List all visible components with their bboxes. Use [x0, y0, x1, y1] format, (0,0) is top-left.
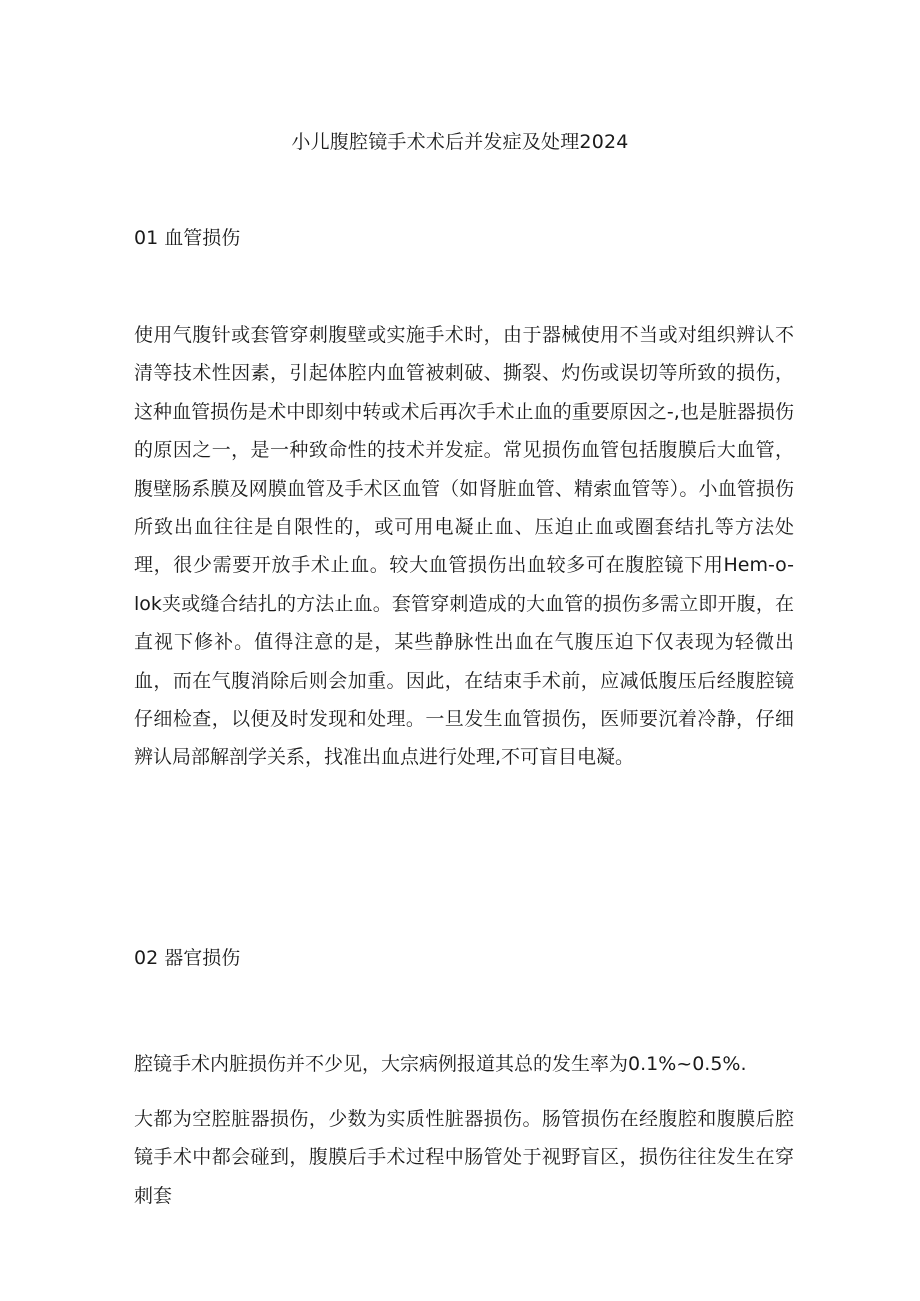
section-heading-vascular-injury: 01 血管损伤 — [134, 227, 241, 249]
paragraph-organ-injury-rate: 腔镜手术内脏损伤并不少见，大宗病例报道其总的发生率为0.1%~0.5%. — [134, 1053, 747, 1075]
paragraph-vascular-injury: 使用气腹针或套管穿刺腹壁或实施手术时，由于器械使用不当或对组织辨认不清等技术性因素，引起体腔内血管被刺破、撕裂、灼伤或误切等所致的损伤，这种血管损伤是术中即刻中转或术后再次手术止血的重要原因之-,也是脏器损伤的原因之一，是一种致命性的技术并发症。常见损伤血管包括腹膜后大血管，腹壁肠系膜及网膜血管及手术区血管（如肾脏血管、精索血管等）。小血管损伤所致出血往往是自限性的，或可用电凝止血、压迫止血或圈套结扎等方法处理，很少需要开放手术止血。较大血管损伤出血较多可在腹腔镜下用Hem-o-lok夹或缝合结扎的方法止血。套管穿刺造成的大血管的损伤多需立即开腹，在直视下修补。值得注意的是，某些静脉性出血在气腹压迫下仅表现为轻微出血，而在气腹消除后则会加重。因此，在结束手术前，应减低腹压后经腹腔镜仔细检查，以便及时发现和处理。一旦发生血管损伤，医师要沉着冷静，仔细辨认局部解剖学关系，找准出血点进行处理,不可盲目电凝。 — [134, 324, 794, 769]
paragraph-organ-injury-detail: 大都为空腔脏器损伤，少数为实质性脏器损伤。肠管损伤在经腹腔和腹膜后腔镜手术中都会碰到，腹膜后手术过程中肠管处于视野盲区，损伤往往发生在穿刺套 — [134, 1108, 794, 1207]
document-title: 小儿腹腔镜手术术后并发症及处理2024 — [291, 131, 629, 153]
section-heading-organ-injury: 02 器官损伤 — [134, 947, 241, 969]
